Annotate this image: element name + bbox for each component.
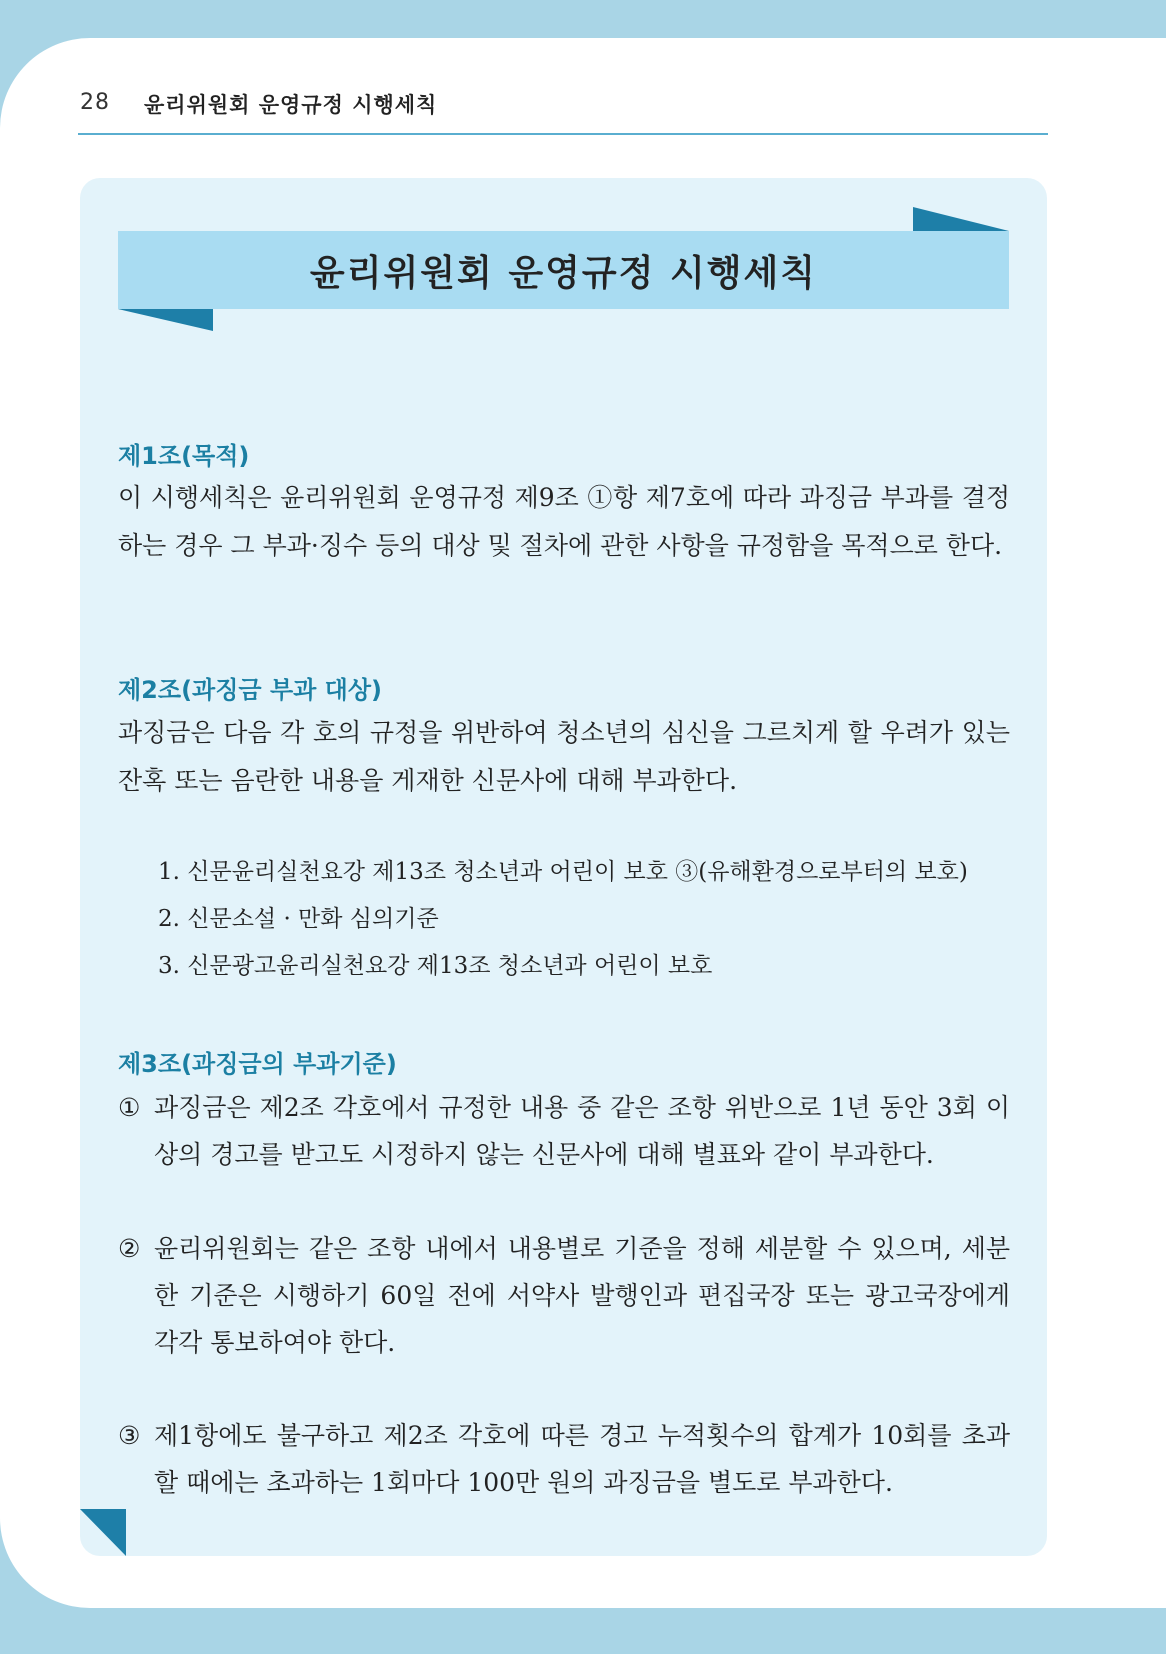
article-3-item-3: [118, 1412, 1010, 1506]
main-title: 윤리위원회 운영규정 시행세칙: [118, 231, 1009, 309]
list-item: 3. 신문광고윤리실천요강 제13조 청소년과 어린이 보호: [158, 953, 713, 979]
article-1-body: 이 시행세칙은 윤리위원회 운영규정 제9조 ①항 제7호에 따라 과징금 부과를 결정하는 경우 그 부과·징수 등의 대상 및 절차에 관한 사항을 규정함을 목적으로 한다.: [118, 483, 1010, 560]
running-title: 윤리위원회 운영규정 시행세칙: [144, 93, 438, 117]
ribbon-fold-top-right: [913, 207, 1009, 231]
ribbon-fold-bottom-left: [118, 309, 213, 331]
article-2-body: 과징금은 다음 각 호의 규정을 위반하여 청소년의 심신을 그르치게 할 우려가 있는 잔혹 또는 음란한 내용을 게재한 신문사에 대해 부과한다.: [118, 718, 1010, 795]
list-item: 2. 신문소설 · 만화 심의기준: [158, 906, 439, 932]
list-item: 1. 신문윤리실천요강 제13조 청소년과 어린이 보호 ③(유해환경으로부터의 보호): [158, 859, 968, 885]
article-2-title: 제2조(과징금 부과 대상): [118, 676, 383, 704]
item-text: 과징금은 제2조 각호에서 규정한 내용 중 같은 조항 위반으로 1년 동안 3회 이상의 경고를 받고도 시정하지 않는 신문사에 대해 별표와 같이 부과한다.: [154, 1093, 1010, 1169]
article-2-list: [158, 849, 1008, 990]
header-rule: [78, 133, 1048, 135]
article-3-item-1: [118, 1084, 1010, 1178]
item-marker: ③: [118, 1421, 141, 1450]
item-marker: ②: [118, 1234, 141, 1263]
item-text: 윤리위원회는 같은 조항 내에서 내용별로 기준을 정해 세분할 수 있으며, 세분한 기준은 시행하기 60일 전에 서약사 발행인과 편집국장 또는 광고국장에게 각각 통보하여야 한다.: [154, 1234, 1010, 1357]
item-marker: ①: [118, 1093, 141, 1122]
card-corner-fold: [80, 1509, 126, 1556]
article-3-item-2: [118, 1225, 1010, 1366]
page-number: 28: [80, 90, 110, 115]
item-text: 제1항에도 불구하고 제2조 각호에 따른 경고 누적횟수의 합계가 10회를 초과할 때에는 초과하는 1회마다 100만 원의 과징금을 별도로 부과한다.: [154, 1421, 1010, 1497]
article-3-title: 제3조(과징금의 부과기준): [118, 1050, 397, 1078]
article-1-title: 제1조(목적): [118, 442, 250, 470]
